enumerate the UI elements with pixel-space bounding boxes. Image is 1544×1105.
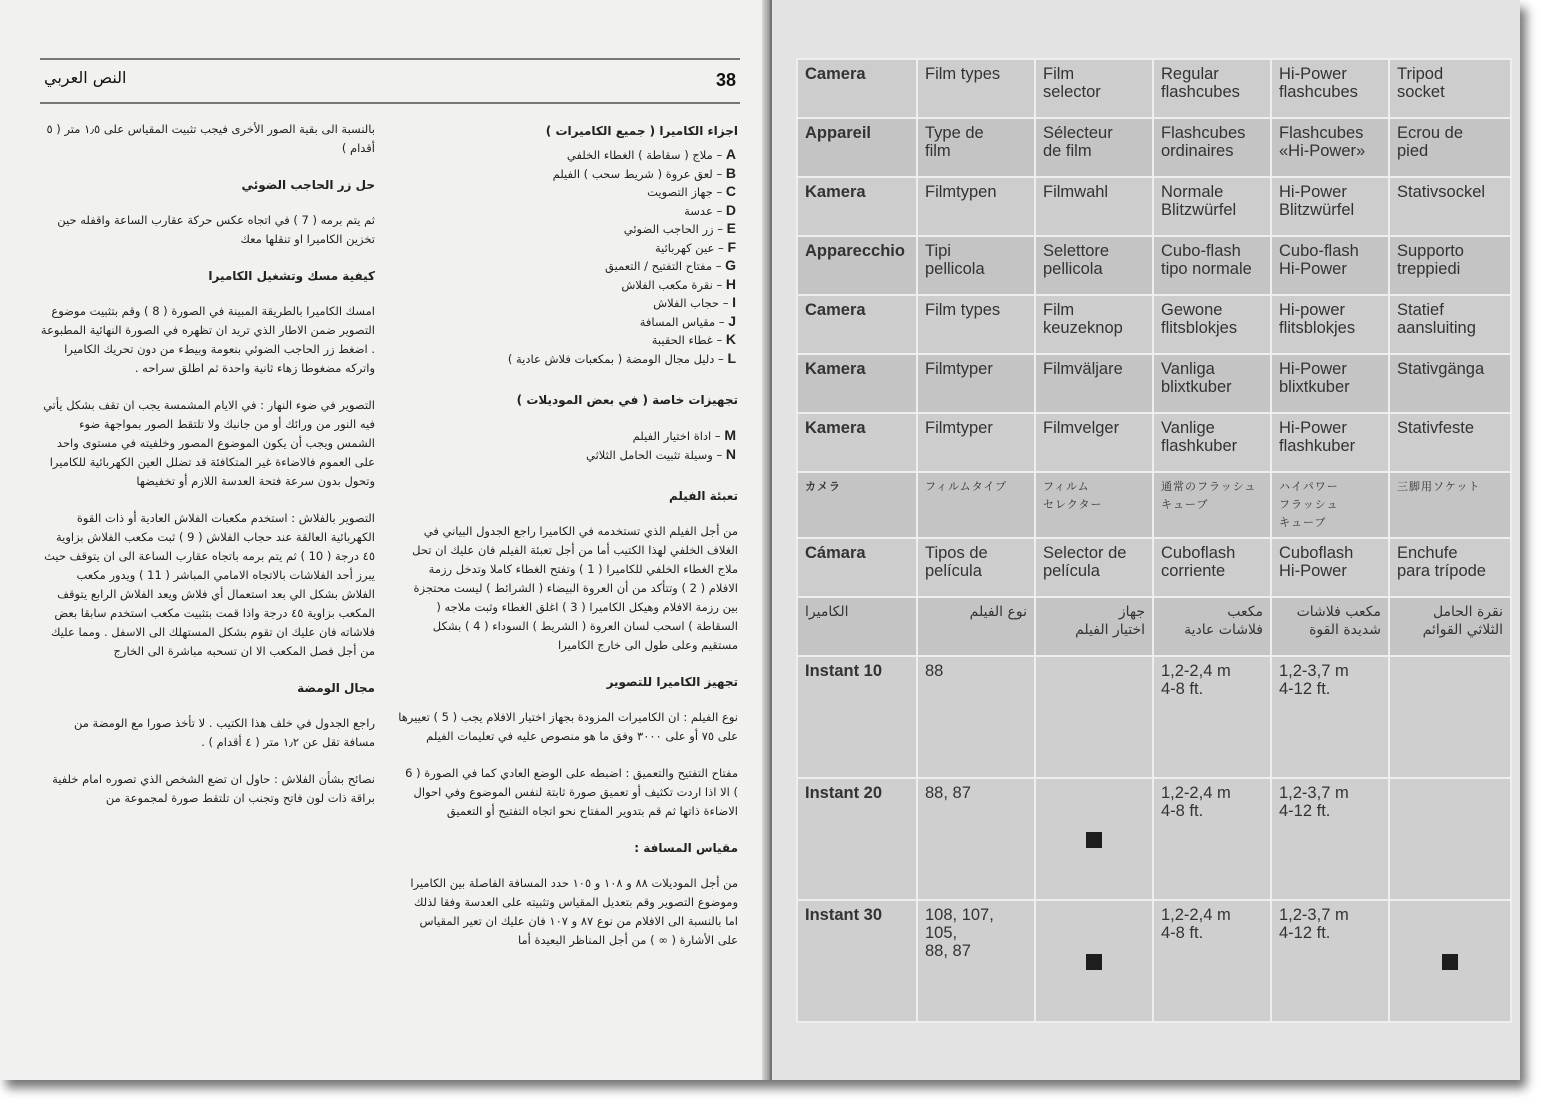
header-cell: Hi-power flitsblokjes [1271,295,1389,354]
model-name: Instant 20 [797,778,917,900]
part-item: G – مفتاح التفتيح / التعميق [605,257,736,273]
language-row [797,472,1511,538]
header-cell: Enchufe para trípode [1389,538,1511,597]
model-row [797,900,1511,1022]
instruction-paragraphs [398,522,738,950]
header-cell: Flashcubes «Hi-Power» [1271,118,1389,177]
part-description: جهاز التصويت [647,185,713,199]
paragraph: حل زر الحاجب الضوئي [241,178,375,192]
film-selector-cell [1035,778,1153,900]
header-cell: Regular flashcubes [1153,59,1271,118]
paragraph: مجال الومضة [297,681,375,695]
parts-heading: اجزاء الكاميرا ( جميع الكاميرات ) [545,124,738,138]
header-cell: Hi-Power flashkuber [1271,413,1389,472]
paragraph: امسك الكاميرا بالطريقة المبينة في الصورة ( 8 ) وقم بتثبيت موضوع التصوير ضمن الاطار الذي تريد ان تظهره في الصورة النهائية المطبوعة . اضغط زر الحاجب الضوئي بنعومة وبيطء من دون تحريك الكاميرا واتركه مضغوطا زهاء ثانية واحدة ثم اطلق سراحه . [40,304,375,375]
part-item: L – دليل مجال الومضة ( بمكعبات فلاش عادية ) [507,349,736,366]
header-cell: Film keuzeknop [1035,295,1153,354]
header-cell: Cuboflash Hi-Power [1271,538,1389,597]
language-row [797,59,1511,118]
regular-flash-range-cell: 1,2-2,4 m 4-8 ft. [1153,656,1271,778]
language-row [797,236,1511,295]
header-cell: Film types [917,295,1035,354]
page-left-arabic [0,0,768,1080]
header-cell: Vanlige flashkuber [1153,413,1271,472]
part-item: H – نقرة مكعب الفلاش [621,275,736,292]
language-label: Kamera [797,413,917,472]
header-cell: Sélecteur de film [1035,118,1153,177]
part-letter: H [725,275,736,292]
part-description: لعق عروة ( شريط سحب ) الفيلم [552,166,713,181]
header-cell: フィルムタイプ [917,472,1035,538]
part-description: وسيلة تثبيت الحامل الثلاثي [585,447,713,462]
header-cell: Tripod socket [1389,59,1511,118]
paragraph: كيفية مسك وتشغيل الكاميرا [208,269,375,283]
header-cell: Ecrou de pied [1389,118,1511,177]
model-row [797,778,1511,900]
film-loading-heading: تعبئة الفيلم [669,489,738,503]
part-item: J – مقياس المسافة [639,312,736,329]
model-name: Instant 30 [797,900,917,1022]
part-description: حجاب الفلاش [653,296,720,310]
header-cell: Stativfeste [1389,413,1511,472]
header-cell: Statief aansluiting [1389,295,1511,354]
part-description: عين كهربائية [654,240,715,255]
header-cell: Hi-Power flashcubes [1271,59,1389,118]
part-letter: G [725,257,736,273]
part-description: دليل مجال الومضة ( بمكعبات فلاش عادية ) [507,351,715,366]
header-cell: Filmväljare [1035,354,1153,413]
page-header-title: النص العربي [44,68,127,87]
tripod-socket-cell [1389,900,1511,1022]
language-label: Kamera [797,354,917,413]
part-item: C – جهاز التصويت [647,183,736,199]
header-cell: Film types [917,59,1035,118]
header-cell: Tipos de película [917,538,1035,597]
paragraph: نوع الفيلم : ان الكاميرات المزودة بجهاز اختيار الافلام يجب ( 5 ) تعييرها على ٧٥ أو على ٣٠٠٠ وفق ما هو منصوص عليه في تعليمات الفيلم [398,710,738,743]
language-row [797,354,1511,413]
part-letter: M [724,427,736,443]
header-cell: Cubo-flash Hi-Power [1271,236,1389,295]
part-description: اداة اختيار الفيلم [632,429,712,443]
language-row [797,118,1511,177]
part-item: B – لعق عروة ( شريط سحب ) الفيلم [552,164,736,181]
tripod-socket-cell [1389,656,1511,778]
language-label: الكاميرا [797,597,917,656]
part-letter: B [725,164,736,181]
paragraph: من أجل الموديلات ٨٨ و ١٠٨ و ١٠٥ حدد المسافة الفاصلة بين الكاميرا وموضوع التصوير وقم بتعديل المقياس وتثبيته على العدسة وفقا لذلك اما بالنسبة الى الافلام من نوع ٨٧ و ١٠٧ فان عليك ان تعير المقياس على الأشارة ( ∞ ) من أجل المناظر البعيدة أما [410,876,738,947]
header-cell: Filmwahl [1035,177,1153,236]
header-cell: ハイパワー フラッシュ キューブ [1271,472,1389,538]
part-description: نقرة مكعب الفلاش [621,277,713,292]
model-name: Instant 10 [797,656,917,778]
language-label: カメラ [797,472,917,538]
part-letter: K [725,331,736,347]
header-cell: Vanliga blixtkuber [1153,354,1271,413]
part-description: غطاء الحقيبة [651,333,713,347]
header-cell: جهاز اختيار الفيلم [1035,597,1153,656]
paragraph: ثم يتم برمه ( 7 ) في اتجاه عكس حركة عقارب الساعة واقفله حين تخزين الكاميرا او تنقلها معك [57,213,375,246]
part-item: M – اداة اختيار الفيلم [632,427,736,443]
hipower-flash-range-cell: 1,2-3,7 m 4-12 ft. [1271,900,1389,1022]
page-number: 38 [716,70,737,90]
page-right-spec-table [772,0,1520,1080]
tripod-socket-cell [1389,778,1511,900]
language-row [797,597,1511,656]
regular-flash-range-cell: 1,2-2,4 m 4-8 ft. [1153,900,1271,1022]
part-item: D – عدسة [684,201,736,218]
language-row [797,295,1511,354]
header-rule-top [40,58,740,60]
header-cell: نقرة الحامل الثلاثي القوائم [1389,597,1511,656]
part-item: N – وسيلة تثبيت الحامل الثلاثي [585,445,736,462]
paragraph: التصوير بالفلاش : استخدم مكعبات الفلاش العادية أو ذات القوة الكهربائية العالقة عند حجاب الفلاش ( 9 ) ثبت مكعب الفلاش بزاوية ٤٥ درجة ( 10 ) ثم يتم برمه باتجاه عقارب الساعة الى ان يتوقف حيث يبرز أحد الفلاشات بالاتجاه الامامي المباشر ( 11 ) ويدور مكعب الفلاش بشكل الي بعد استعمال أي فلاش ويعد الفلاش الرابع يتوقف المكعب بزاوية ٤٥ درجة واذا قمت بتثبيت مكعب استخدم سابقا بعض فلاشاته فان عليك ان تقوم بشكل المستهلك الى الاسفل . ومما عليك من أجل فصل المكعب الا ان تسحبه مباشرة الى الخارج [44,511,375,658]
hipower-flash-range-cell: 1,2-3,7 m 4-12 ft. [1271,778,1389,900]
special-parts-list [398,426,738,463]
header-cell: Hi-Power Blitzwürfel [1271,177,1389,236]
paragraph: التصوير في ضوء النهار : في الايام المشمسة يجب ان تقف بشكل يأتي فيه النور من ورائك أو من جانبك ولا تلتقط الصور بمواجهة ضوء الشمس ويجب أن يكون الموضوع المصور وخلفيته في مستوى واحد على العموم فالاضاءة غير المتكافئة قد تضلل العين الكهربائية للكاميرا وتحول بدون سرعة فتحة العدسة اللازم أو تخفيضها [43,398,375,488]
film-selector-cell [1035,656,1153,778]
part-item: E – زر الحاجب الضوئي [623,220,736,236]
paragraph: نصائح بشأن الفلاش : حاول ان تضع الشخص الذي تصوره امام خلفية براقة ذات لون فاتح وتجنب ان تلتقط صورة لمجموعة من [52,772,375,805]
header-cell: نوع الفيلم [917,597,1035,656]
film-types-cell: 88 [917,656,1035,778]
paragraph: مقياس المسافة : [634,841,738,855]
header-cell: Filmvelger [1035,413,1153,472]
model-row [797,656,1511,778]
language-label: Camera [797,59,917,118]
header-cell: Supporto treppiedi [1389,236,1511,295]
header-cell: Selector de película [1035,538,1153,597]
part-letter: F [727,238,736,255]
hipower-flash-range-cell: 1,2-3,7 m 4-12 ft. [1271,656,1389,778]
header-cell: Cubo-flash tipo normale [1153,236,1271,295]
header-cell: Stativsockel [1389,177,1511,236]
header-cell: Normale Blitzwürfel [1153,177,1271,236]
film-types-cell: 88, 87 [917,778,1035,900]
header-cell: フィルム セレクター [1035,472,1153,538]
special-equipment-heading: تجهيزات خاصة ( في بعض الموديلات ) [516,393,738,407]
paragraph: تجهيز الكاميرا للتصوير [606,675,738,689]
language-label: Apparecchio [797,236,917,295]
feature-marker-icon [1086,832,1102,848]
header-cell: 通常のフラッシュ キューブ [1153,472,1271,538]
part-letter: D [725,201,736,218]
header-cell: Film selector [1035,59,1153,118]
header-cell: Filmtyper [917,354,1035,413]
part-letter: A [725,146,736,162]
header-cell: مكعب فلاشات عادية [1153,597,1271,656]
language-label: Camera [797,295,917,354]
part-item: K – غطاء الحقيبة [651,331,736,347]
part-item: I – حجاب الفلاش [653,294,736,310]
film-types-cell: 108, 107, 105, 88, 87 [917,900,1035,1022]
language-label: Appareil [797,118,917,177]
language-label: Cámara [797,538,917,597]
part-letter: I [732,294,736,310]
language-row [797,413,1511,472]
header-cell: Filmtypen [917,177,1035,236]
film-selector-cell [1035,900,1153,1022]
text-column-right [398,122,738,968]
header-cell: مكعب فلاشات شديدة القوة [1271,597,1389,656]
language-row [797,538,1511,597]
camera-spec-table [796,58,1512,1023]
part-description: مفتاح التفتيح / التعميق [605,259,713,273]
part-description: عدسة [684,203,713,218]
header-cell: Type de film [917,118,1035,177]
part-description: ملاج ( سقاطة ) الغطاء الخلفي [566,148,713,162]
feature-marker-icon [1442,954,1458,970]
header-cell: Flashcubes ordinaires [1153,118,1271,177]
part-item: A – ملاج ( سقاطة ) الغطاء الخلفي [566,146,736,162]
part-description: زر الحاجب الضوئي [623,222,714,236]
paragraph: راجع الجدول في خلف هذا الكتيب . لا تأخذ صورا مع الومضة من مسافة تقل عن ١٫٢ متر ( ٤ أقدام ) . [73,716,375,749]
header-cell: Gewone flitsblokjes [1153,295,1271,354]
part-letter: C [725,183,736,199]
header-cell: Hi-Power blixtkuber [1271,354,1389,413]
part-letter: E [726,220,736,236]
header-cell: Stativgänga [1389,354,1511,413]
paragraph: بالنسبة الى بقية الصور الأخرى فيجب تثبيت المقياس على ١٫٥ متر ( ٥ أقدام ) [46,122,375,155]
paragraph: مفتاح التفتيح والتعميق : اضبطه على الوضع العادي كما في الصورة ( 6 ) الا اذا اردت تكثيف أو تعميق صورة ثابتة لنفس الموضوع وفي احوال الاضاءة ذاتها ثم قم بتدوير المفتاح نحو اتجاه التفتيح أو التعميق [405,766,738,818]
text-column-left [40,120,375,826]
part-letter: N [725,445,736,462]
parts-list [398,145,738,367]
part-letter: L [727,349,736,366]
regular-flash-range-cell: 1,2-2,4 m 4-8 ft. [1153,778,1271,900]
header-rule-bottom [40,102,740,104]
language-label: Kamera [797,177,917,236]
feature-marker-icon [1086,954,1102,970]
header-cell: Cuboflash corriente [1153,538,1271,597]
language-row [797,177,1511,236]
header-cell: Selettore pellicola [1035,236,1153,295]
header-cell: Tipi pellicola [917,236,1035,295]
header-cell: Filmtyper [917,413,1035,472]
part-item: F – عين كهربائية [654,238,736,255]
part-description: مقياس المسافة [639,314,716,329]
part-letter: J [728,312,736,329]
paragraph: من أجل الفيلم الذي تستخدمه في الكاميرا راجع الجدول البياني في الغلاف الخلفي لهذا الكتيب أما من أجل تعبئة الفيلم فان عليك ان تحل ملاج الغطاء الخلفي للكاميرا ( 1 ) وتفتح الغطاء كاملا وتدخل رزمة الافلام ( 2 ) وتتأكد من أن العروة البيضاء ( الشرائط ) ليست محتجزة بين رزمة الافلام وهيكل الكاميرا ( 3 ) اغلق الغطاء وثبت ملاجه ( السقاطة ) اسحب لسان العروة ( الشريط ) السوداء ( 4 ) بشكل مستقيم وعلى طول الى خارج الكاميرا [412,524,738,652]
header-cell: 三脚用ソケット [1389,472,1511,538]
